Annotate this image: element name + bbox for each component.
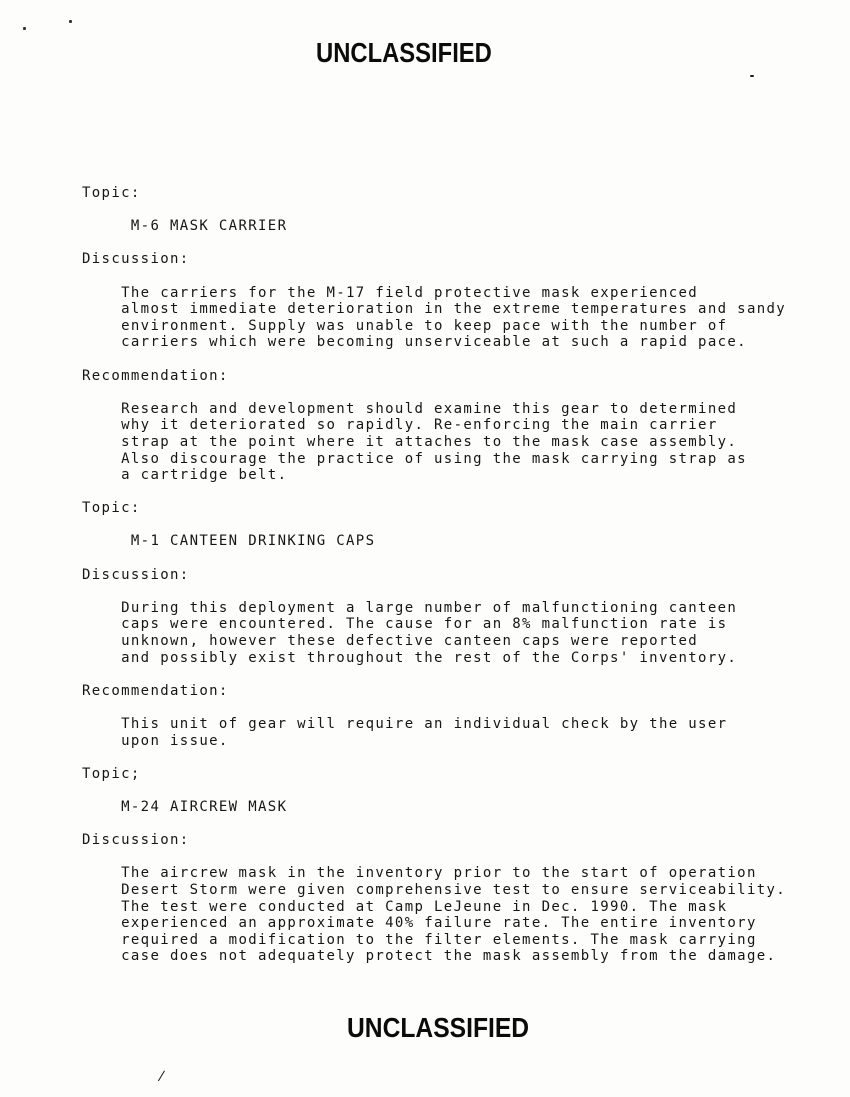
paragraph-line: The aircrew mask in the inventory prior to the start of operation <box>82 865 757 882</box>
line-gap <box>82 268 822 285</box>
line-gap <box>82 816 822 833</box>
scan-speck <box>69 20 72 23</box>
paragraph-line: strap at the point where it attaches to the mask case assembly. <box>82 433 738 450</box>
classification-header: UNCLASSIFIED <box>316 37 492 68</box>
line-gap <box>82 583 822 600</box>
footer-page-mark: / <box>157 1068 167 1085</box>
classification-footer: UNCLASSIFIED <box>347 1012 530 1043</box>
line-gap <box>82 517 822 534</box>
paragraph-line: why it deteriorated so rapidly. Re-enforcing the main carrier <box>82 417 718 434</box>
paragraph-line: and possibly exist throughout the rest of the Corps' inventory. <box>82 649 738 666</box>
line-gap <box>82 550 822 567</box>
discussion-label: Discussion: <box>82 566 190 583</box>
topic-label: Topic: <box>82 500 141 517</box>
paragraph-line: This unit of gear will require an individual check by the user <box>82 716 728 732</box>
topic-label: Topic: <box>82 185 141 201</box>
topic-title: M-24 AIRCREW MASK <box>82 798 288 815</box>
discussion-label: Discussion: <box>82 251 190 268</box>
paragraph-line: environment. Supply was unable to keep pace with the number of <box>82 317 728 334</box>
line-gap <box>82 965 822 982</box>
scan-speck <box>750 75 754 77</box>
paragraph-line: Research and development should examine this gear to determined <box>82 400 738 417</box>
scan-speck <box>23 27 26 30</box>
line-gap <box>82 849 822 866</box>
line-gap <box>82 782 822 799</box>
document-body <box>82 185 822 982</box>
discussion-label: Discussion: <box>82 832 190 849</box>
paragraph-line: carriers which were becoming unserviceable at such a rapid pace. <box>82 334 747 351</box>
paragraph-line: almost immediate deterioration in the extreme temperatures and sandy <box>82 301 787 318</box>
paragraph-line: required a modification to the filter elements. The mask carrying <box>82 931 757 948</box>
line-gap <box>82 699 822 716</box>
paragraph-line: The test were conducted at Camp LeJeune in Dec. 1990. The mask <box>82 898 728 915</box>
line-gap <box>82 202 822 219</box>
paragraph-line: During this deployment a large number of malfunctioning canteen <box>82 599 738 616</box>
paragraph-line: unknown, however these defective canteen caps were reported <box>82 633 699 650</box>
topic-title: M-1 CANTEEN DRINKING CAPS <box>82 533 376 550</box>
recommendation-label: Recommendation: <box>82 682 229 699</box>
line-gap <box>82 351 822 368</box>
paragraph-line: caps were encountered. The cause for an 8% malfunction rate is <box>82 616 728 633</box>
paragraph-line: experienced an approximate 40% failure rate. The entire inventory <box>82 915 757 932</box>
paragraph-line: upon issue. <box>82 732 229 749</box>
paragraph-line: Also discourage the practice of using the mask carrying strap as <box>82 450 747 467</box>
paragraph-line: Desert Storm were given comprehensive test to ensure serviceability. <box>82 881 787 898</box>
line-gap <box>82 384 822 401</box>
line-gap <box>82 749 822 766</box>
topic-title: M-6 MASK CARRIER <box>82 218 288 235</box>
paragraph-line: The carriers for the M-17 field protective mask experienced <box>82 284 699 301</box>
paragraph-line: case does not adequately protect the mask assembly from the damage. <box>82 948 777 965</box>
line-gap <box>82 666 822 683</box>
topic-label: Topic; <box>82 765 141 782</box>
line-gap <box>82 484 822 501</box>
line-gap <box>82 235 822 252</box>
paragraph-line: a cartridge belt. <box>82 467 288 484</box>
recommendation-label: Recommendation: <box>82 367 229 384</box>
